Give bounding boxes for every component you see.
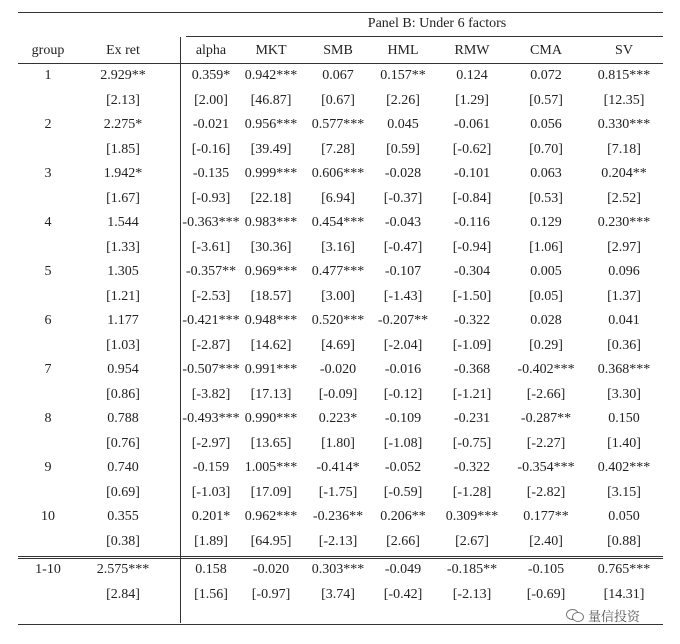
table-row-estimate — [0, 456, 680, 480]
cell-group — [22, 383, 74, 407]
cell-smb: 0.303*** — [311, 562, 365, 577]
cell-smb: [-2.13] — [318, 533, 358, 549]
cell-group: 4 — [44, 215, 52, 230]
cell-cma: -0.287** — [520, 411, 572, 426]
table-row-tstat — [0, 432, 680, 456]
cell-mkt: [13.65] — [250, 435, 292, 451]
cell-group: 3 — [44, 166, 52, 181]
cell-ex-ret: 1.177 — [107, 313, 139, 328]
header-ex-ret: Ex ret — [106, 43, 140, 58]
cell-sv: 0.815*** — [597, 68, 651, 83]
cell-rmw: [1.29] — [455, 92, 489, 108]
table-header — [0, 39, 680, 63]
cell-mkt: [-0.97] — [251, 586, 291, 602]
cell-alpha: [-1.03] — [191, 484, 231, 500]
cell-smb: [6.94] — [321, 190, 355, 206]
cell-cma: [0.05] — [529, 288, 563, 304]
cell-cma: 0.072 — [530, 68, 562, 83]
cell-ex-ret: [1.85] — [106, 141, 140, 157]
cell-hml: 0.206** — [380, 509, 426, 524]
cell-group: 8 — [44, 411, 52, 426]
cell-mkt: [46.87] — [250, 92, 292, 108]
cell-smb: 0.454*** — [311, 215, 365, 230]
cell-alpha: -0.021 — [192, 117, 230, 132]
cell-ex-ret: 2.929** — [100, 68, 146, 83]
cell-smb: [-0.09] — [318, 386, 358, 402]
cell-ex-ret: 0.788 — [107, 411, 139, 426]
cell-sv: 0.150 — [608, 411, 640, 426]
cell-smb: -0.020 — [319, 362, 357, 377]
cell-group — [22, 236, 74, 260]
table-row-estimate — [0, 407, 680, 431]
cell-mkt: [22.18] — [250, 190, 292, 206]
table-row-tstat — [0, 383, 680, 407]
cell-mkt: [18.57] — [250, 288, 292, 304]
cell-alpha: -0.159 — [192, 460, 230, 475]
cell-cma: [-2.82] — [526, 484, 566, 500]
cell-ex-ret: 0.355 — [107, 509, 139, 524]
cell-alpha: [-0.93] — [191, 190, 231, 206]
cell-group — [22, 334, 74, 358]
cell-smb: -0.414* — [316, 460, 360, 475]
cell-rmw: [2.67] — [455, 533, 489, 549]
cell-smb: [3.00] — [321, 288, 355, 304]
cell-cma: 0.129 — [530, 215, 562, 230]
cell-rmw: [-1.50] — [452, 288, 492, 304]
cell-rmw: [-2.13] — [452, 586, 492, 602]
cell-ex-ret: 0.954 — [107, 362, 139, 377]
cell-cma: [0.70] — [529, 141, 563, 157]
cell-hml: -0.043 — [384, 215, 422, 230]
cell-cma: -0.105 — [527, 562, 565, 577]
cell-rmw: 0.309*** — [445, 509, 499, 524]
cell-hml: -0.107 — [384, 264, 422, 279]
header-smb: SMB — [323, 43, 353, 58]
cell-cma: 0.063 — [530, 166, 562, 181]
cell-alpha: -0.135 — [192, 166, 230, 181]
cell-sv: 0.096 — [608, 264, 640, 279]
cell-group: 9 — [44, 460, 52, 475]
cell-hml: -0.207** — [377, 313, 429, 328]
cell-ex-ret: 2.575*** — [96, 562, 150, 577]
cell-sv: 0.041 — [608, 313, 640, 328]
cell-alpha: [-2.97] — [191, 435, 231, 451]
cell-sv: 0.204** — [601, 166, 647, 181]
table-row-estimate — [0, 358, 680, 382]
cell-ex-ret: [1.21] — [106, 288, 140, 304]
cell-mkt: 0.969*** — [244, 264, 298, 279]
cell-ex-ret: [1.03] — [106, 337, 140, 353]
cell-rmw: [-0.84] — [452, 190, 492, 206]
cell-sv: 0.330*** — [597, 117, 651, 132]
cell-mkt: 0.956*** — [244, 117, 298, 132]
cell-sv: [12.35] — [603, 92, 645, 108]
cell-rmw: -0.322 — [453, 313, 491, 328]
table-row-estimate — [0, 113, 680, 137]
panel-title: Panel B: Under 6 factors — [367, 16, 507, 31]
cell-sv: [7.18] — [607, 141, 641, 157]
cell-hml: [-1.08] — [383, 435, 423, 451]
cell-mkt: 0.983*** — [244, 215, 298, 230]
cell-alpha: -0.421*** — [182, 313, 240, 328]
table-row-tstat — [0, 187, 680, 211]
cell-alpha: [-3.82] — [191, 386, 231, 402]
header-cma: CMA — [530, 43, 562, 58]
cell-sv: 0.050 — [608, 509, 640, 524]
cell-hml: [0.59] — [386, 141, 420, 157]
cell-hml: [-0.37] — [383, 190, 423, 206]
cell-alpha: -0.357** — [185, 264, 237, 279]
cell-ex-ret: [1.33] — [106, 239, 140, 255]
cell-cma: -0.354*** — [517, 460, 575, 475]
cell-mkt: 0.962*** — [244, 509, 298, 524]
cell-group: 2 — [44, 117, 52, 132]
cell-hml: [-0.12] — [383, 386, 423, 402]
cell-alpha: [-2.87] — [191, 337, 231, 353]
cell-rmw: -0.368 — [453, 362, 491, 377]
cell-smb: [3.74] — [321, 586, 355, 602]
cell-cma: [-0.69] — [526, 586, 566, 602]
cell-ex-ret: [2.13] — [106, 92, 140, 108]
cell-rmw: -0.061 — [453, 117, 491, 132]
cell-group — [22, 89, 74, 113]
cell-alpha: [-2.53] — [191, 288, 231, 304]
cell-cma: -0.402*** — [517, 362, 575, 377]
table-row-tstat — [0, 89, 680, 113]
cell-hml: [-0.42] — [383, 586, 423, 602]
table-top-rule — [18, 12, 663, 13]
cell-ex-ret: [0.86] — [106, 386, 140, 402]
cell-smb: 0.477*** — [311, 264, 365, 279]
cell-sv: [0.36] — [607, 337, 641, 353]
cell-cma: [1.06] — [529, 239, 563, 255]
cell-rmw: [-0.94] — [452, 239, 492, 255]
cell-rmw: -0.116 — [454, 215, 490, 230]
cell-rmw: -0.322 — [453, 460, 491, 475]
cell-hml: [-0.47] — [383, 239, 423, 255]
cell-sv: [3.30] — [607, 386, 641, 402]
cell-hml: [2.66] — [386, 533, 420, 549]
cell-cma: [0.57] — [529, 92, 563, 108]
cell-ex-ret: 1.942* — [103, 166, 143, 181]
cell-rmw: [-1.28] — [452, 484, 492, 500]
cell-ex-ret: 2.275* — [103, 117, 143, 132]
cell-sv: 0.230*** — [597, 215, 651, 230]
cell-mkt: -0.020 — [252, 562, 290, 577]
cell-group: 10 — [41, 509, 55, 524]
cell-group — [22, 481, 74, 505]
cell-alpha: [1.56] — [194, 586, 228, 602]
cell-hml: -0.028 — [384, 166, 422, 181]
header-sv: SV — [615, 43, 633, 58]
cell-hml: [-0.59] — [383, 484, 423, 500]
cell-rmw: 0.124 — [456, 68, 488, 83]
cell-hml: -0.049 — [384, 562, 422, 577]
cell-sv: [14.31] — [603, 586, 645, 602]
table-row-estimate — [0, 162, 680, 186]
cell-cma: [-2.27] — [526, 435, 566, 451]
cell-hml: -0.109 — [384, 411, 422, 426]
cell-alpha: 0.359* — [191, 68, 231, 83]
cell-mkt: 0.991*** — [244, 362, 298, 377]
cell-rmw: [-1.09] — [452, 337, 492, 353]
header-hml: HML — [387, 43, 419, 58]
cell-rmw: -0.185** — [446, 562, 498, 577]
table-row-tstat — [0, 530, 680, 554]
table-row-estimate — [0, 64, 680, 88]
table-row-tstat — [0, 334, 680, 358]
cell-sv: [3.15] — [607, 484, 641, 500]
cell-mkt: 0.999*** — [244, 166, 298, 181]
cell-group: 7 — [44, 362, 52, 377]
cell-alpha: -0.493*** — [182, 411, 240, 426]
cell-group — [22, 187, 74, 211]
cell-group — [22, 583, 74, 607]
cell-sv: 0.402*** — [597, 460, 651, 475]
cell-cma: [0.29] — [529, 337, 563, 353]
cell-mkt: 0.942*** — [244, 68, 298, 83]
cell-smb: 0.223* — [318, 411, 358, 426]
table-row-tstat — [0, 481, 680, 505]
cell-hml: [-1.43] — [383, 288, 423, 304]
cell-smb: [4.69] — [321, 337, 355, 353]
cell-ex-ret: [1.67] — [106, 190, 140, 206]
cell-mkt: [64.95] — [250, 533, 292, 549]
cell-sv: [1.40] — [607, 435, 641, 451]
cell-mkt: [17.13] — [250, 386, 292, 402]
cell-ex-ret: 1.544 — [107, 215, 139, 230]
cell-hml: -0.016 — [384, 362, 422, 377]
cell-mkt: [39.49] — [250, 141, 292, 157]
cell-smb: [0.67] — [321, 92, 355, 108]
cell-alpha: 0.201* — [191, 509, 231, 524]
spread-separator-rule — [18, 556, 663, 557]
table-row-estimate — [0, 505, 680, 529]
cell-ex-ret: [2.84] — [106, 586, 140, 602]
table-row-tstat — [0, 236, 680, 260]
header-alpha: alpha — [195, 43, 227, 58]
cell-alpha: 0.158 — [195, 562, 227, 577]
cell-rmw: -0.101 — [453, 166, 491, 181]
spread-separator-rule-2 — [18, 558, 663, 559]
cell-group — [22, 138, 74, 162]
cell-group: 1 — [44, 68, 52, 83]
cell-ex-ret: [0.76] — [106, 435, 140, 451]
header-rmw: RMW — [454, 43, 490, 58]
cell-smb: 0.067 — [322, 68, 354, 83]
cell-mkt: 0.948*** — [244, 313, 298, 328]
cell-cma: [0.53] — [529, 190, 563, 206]
table-row-estimate — [0, 260, 680, 284]
cell-smb: -0.236** — [312, 509, 364, 524]
cell-sv: [1.37] — [607, 288, 641, 304]
cell-alpha: -0.363*** — [182, 215, 240, 230]
cell-sv: [0.88] — [607, 533, 641, 549]
cell-ex-ret: [0.69] — [106, 484, 140, 500]
cell-cma: [-2.66] — [526, 386, 566, 402]
panel-title-rule — [186, 36, 663, 37]
table-row-estimate — [0, 558, 680, 582]
cell-ex-ret: 0.740 — [107, 460, 139, 475]
cell-rmw: [-0.75] — [452, 435, 492, 451]
cell-mkt: [30.36] — [250, 239, 292, 255]
cell-hml: [2.26] — [386, 92, 420, 108]
cell-group: 1-10 — [35, 562, 61, 577]
cell-smb: 0.606*** — [311, 166, 365, 181]
watermark — [566, 604, 640, 626]
cell-hml: 0.045 — [387, 117, 419, 132]
cell-cma: 0.177** — [523, 509, 569, 524]
cell-rmw: [-1.21] — [452, 386, 492, 402]
cell-ex-ret: 1.305 — [107, 264, 139, 279]
cell-rmw: -0.304 — [453, 264, 491, 279]
table-row-estimate — [0, 211, 680, 235]
table-row-tstat — [0, 138, 680, 162]
cell-smb: 0.520*** — [311, 313, 365, 328]
cell-smb: [-1.75] — [318, 484, 358, 500]
cell-smb: [7.28] — [321, 141, 355, 157]
cell-smb: [1.80] — [321, 435, 355, 451]
watermark-text: 量信投资 — [588, 609, 641, 625]
cell-cma: 0.005 — [530, 264, 562, 279]
cell-hml: 0.157** — [380, 68, 426, 83]
cell-mkt: [17.09] — [250, 484, 292, 500]
cell-group: 6 — [44, 313, 52, 328]
cell-hml: [-2.04] — [383, 337, 423, 353]
cell-group — [22, 530, 74, 554]
cell-group — [22, 285, 74, 309]
cell-sv: [2.97] — [607, 239, 641, 255]
cell-sv: [2.52] — [607, 190, 641, 206]
cell-group: 5 — [44, 264, 52, 279]
wechat-icon — [566, 607, 584, 623]
cell-hml: -0.052 — [384, 460, 422, 475]
cell-alpha: [1.89] — [194, 533, 228, 549]
cell-smb: 0.577*** — [311, 117, 365, 132]
cell-alpha: [-0.16] — [191, 141, 231, 157]
cell-sv: 0.368*** — [597, 362, 651, 377]
cell-ex-ret: [0.38] — [106, 533, 140, 549]
cell-mkt: 1.005*** — [244, 460, 298, 475]
cell-alpha: [-3.61] — [191, 239, 231, 255]
cell-mkt: [14.62] — [250, 337, 292, 353]
cell-cma: 0.056 — [530, 117, 562, 132]
header-group: group — [31, 43, 65, 58]
cell-group — [22, 432, 74, 456]
cell-cma: [2.40] — [529, 533, 563, 549]
table-row-tstat — [0, 285, 680, 309]
table-row-tstat — [0, 583, 680, 607]
cell-rmw: [-0.62] — [452, 141, 492, 157]
cell-smb: [3.16] — [321, 239, 355, 255]
cell-rmw: -0.231 — [453, 411, 491, 426]
table-row-estimate — [0, 309, 680, 333]
cell-mkt: 0.990*** — [244, 411, 298, 426]
cell-alpha: -0.507*** — [182, 362, 240, 377]
cell-alpha: [2.00] — [194, 92, 228, 108]
cell-sv: 0.765*** — [597, 562, 651, 577]
header-mkt: MKT — [255, 43, 287, 58]
cell-cma: 0.028 — [530, 313, 562, 328]
